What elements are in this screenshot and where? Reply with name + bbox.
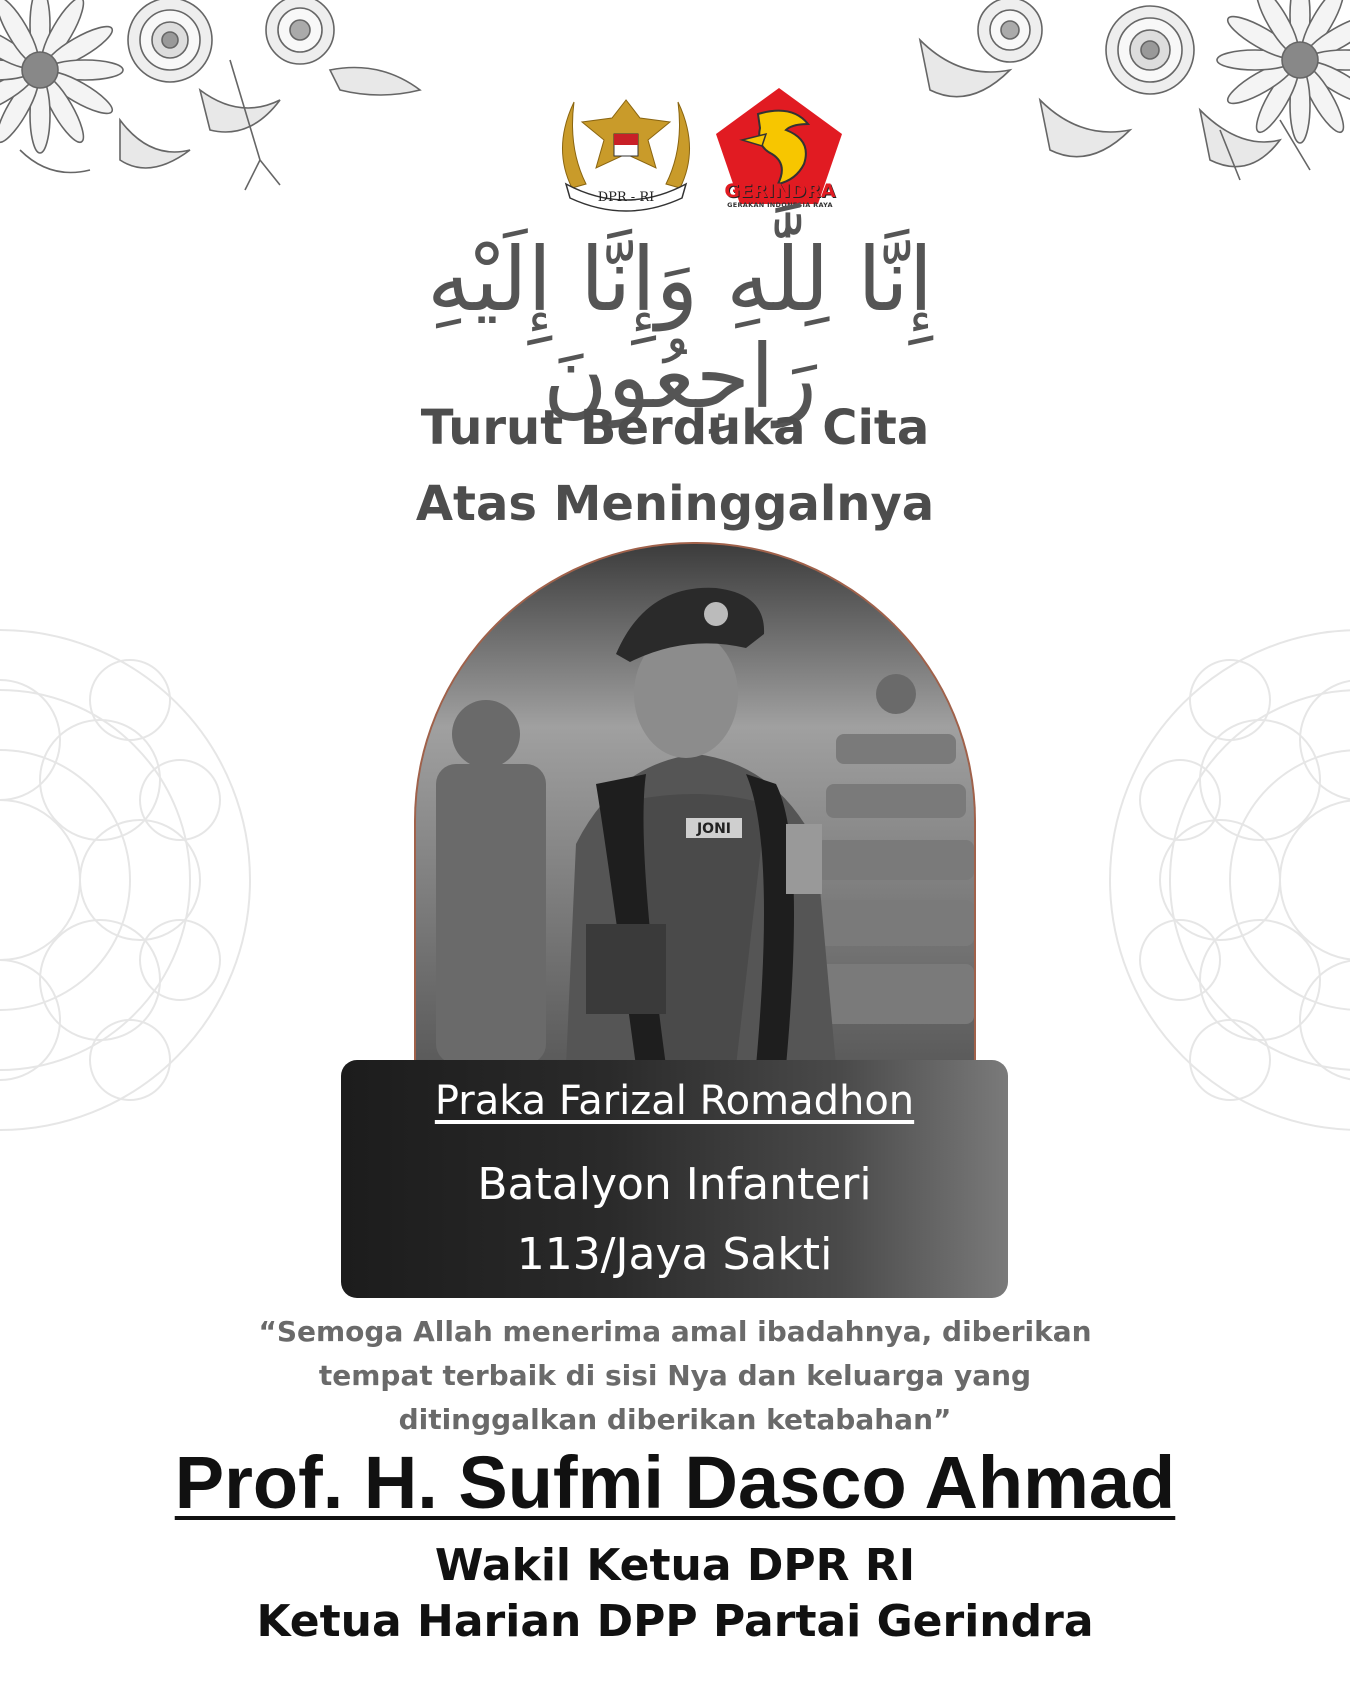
signer-role-1: Wakil Ketua DPR RI (434, 1540, 916, 1591)
mandala-left-ornament (0, 540, 300, 1220)
dpr-ri-caption: DPR - RI (597, 190, 655, 205)
arabic-istirja-phrase: إِنَّا لِلَّٰهِ وَإِنَّا إِلَيْهِ رَاجِعُونَ (426, 228, 934, 428)
soldier-portrait-icon (416, 544, 974, 1066)
deceased-name: Praka Farizal Romadhon (434, 1078, 915, 1124)
deceased-unit (341, 1150, 1008, 1290)
deceased-unit-line-1: Batalyon Infanteri (477, 1159, 872, 1210)
gerindra-tagline: GERAKAN INDONESIA RAYA (727, 201, 833, 209)
heading-line-1: Turut Berduka Cita (420, 400, 930, 456)
signer-name: Prof. H. Sufmi Dasco Ahmad (174, 1441, 1176, 1524)
heading-line-2: Atas Meninggalnya (415, 476, 935, 532)
prayer-line-1: “Semoga Allah menerima amal ibadahnya, diberikan (258, 1315, 1092, 1348)
deceased-photo (414, 542, 976, 1066)
signer-role-2: Ketua Harian DPP Partai Gerindra (256, 1596, 1094, 1647)
deceased-info-card (341, 1060, 1008, 1298)
prayer-line-3: ditinggalkan diberikan ketabahan” (398, 1403, 952, 1436)
flower-corner-left-icon (0, 0, 440, 200)
mandala-right-ornament (1070, 540, 1350, 1220)
dpr-ri-emblem-icon (552, 88, 700, 214)
prayer-line-2: tempat terbaik di sisi Nya dan keluarga yang (318, 1359, 1032, 1392)
flower-corner-right-icon (860, 0, 1350, 200)
deceased-unit-line-2: 113/Jaya Sakti (516, 1229, 833, 1280)
prayer-quote (200, 1310, 1150, 1442)
uniform-name-tag: JONI (696, 821, 732, 837)
gerindra-wordmark: GERINDRA (724, 180, 836, 202)
